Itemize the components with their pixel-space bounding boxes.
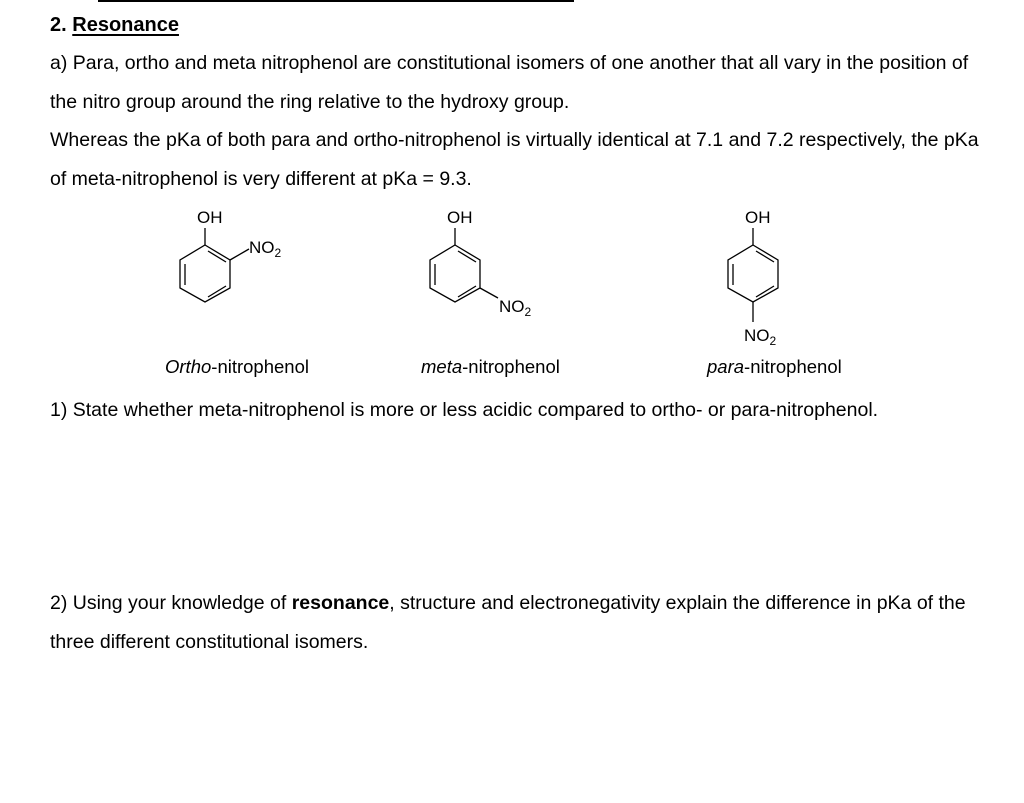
ortho-nitrophenol-structure [180, 228, 249, 302]
question-2-text-before: 2) Using your knowledge of [50, 592, 292, 614]
question-2-keyword: resonance [291, 592, 390, 614]
section-number: 2. [50, 14, 67, 36]
meta-prefix: meta [421, 356, 463, 377]
paragraph-pka: Whereas the pKa of both para and ortho-nitrophenol is virtually identical at 7.1 and 7.2 respectively, the pKa of meta-nitrophenol is very different at pKa = 9.3. [50, 129, 979, 190]
para-prefix: para [707, 356, 745, 377]
meta-no2-bond [480, 288, 498, 298]
section-heading [50, 12, 179, 38]
question-1: 1) State whether meta-nitrophenol is more or less acidic compared to ortho- or para-nitrophenol. [50, 399, 879, 421]
ortho-oh-label: OH [197, 208, 223, 227]
paragraph-intro: a) Para, ortho and meta nitrophenol are constitutional isomers of one another that all vary in the position of the nitro group around the ring relative to the hydroxy group. [50, 52, 969, 113]
para-nitrophenol-label [707, 355, 842, 379]
para-oh-label: OH [745, 208, 771, 227]
meta-benzene-ring [430, 245, 480, 302]
meta-nitrophenol-label [421, 355, 560, 379]
para-nitrophenol-structure [728, 228, 778, 322]
meta-nitrophenol-structure [430, 228, 498, 302]
para-no2-label: $NO_2$ [744, 326, 777, 348]
ortho-benzene-ring [180, 245, 230, 302]
meta-suffix: -nitrophenol [462, 356, 560, 377]
para-suffix: -nitrophenol [744, 356, 842, 377]
question-2-text-after: , structure and electronegativity explain the difference in pKa of the three different constitutional isomers. [50, 592, 966, 653]
meta-oh-label: OH [447, 208, 473, 227]
ortho-suffix: -nitrophenol [211, 356, 309, 377]
para-benzene-ring [728, 245, 778, 302]
ortho-no2-bond [230, 249, 249, 260]
meta-no2-label: $NO_2$ [499, 297, 532, 319]
top-rule [98, 0, 574, 2]
question-2 [50, 584, 980, 661]
ortho-nitrophenol-label [165, 355, 309, 379]
ortho-no2-label: $NO_2$ [249, 238, 282, 260]
ortho-prefix: Ortho [165, 356, 212, 377]
section-title: Resonance [72, 14, 179, 36]
